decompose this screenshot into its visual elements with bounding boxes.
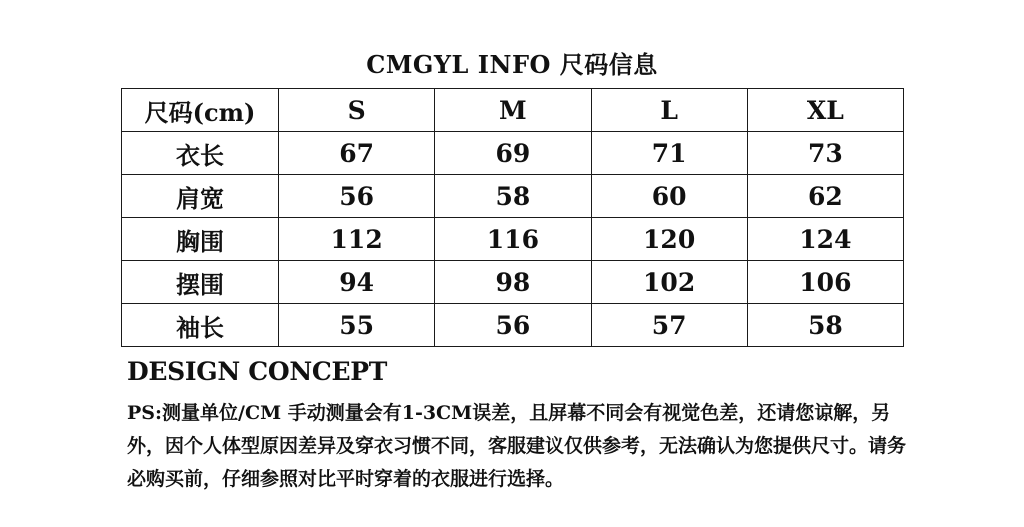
table-cell: 106 (747, 261, 903, 304)
table-cell: 73 (747, 132, 903, 175)
table-cell: 58 (747, 304, 903, 347)
table-cell: 94 (279, 261, 435, 304)
table-cell: 56 (279, 175, 435, 218)
size-chart-table (121, 88, 904, 347)
table-cell: 112 (279, 218, 435, 261)
table-cell: 124 (747, 218, 903, 261)
table-cell: 56 (435, 304, 591, 347)
table-row (122, 261, 904, 304)
header-cell-s: S (279, 89, 435, 132)
header-cell-size-unit: 尺码(cm) (122, 89, 279, 132)
row-label-length: 衣长 (122, 132, 279, 175)
table-cell: 98 (435, 261, 591, 304)
table-row (122, 304, 904, 347)
table-cell: 102 (591, 261, 747, 304)
table-cell: 62 (747, 175, 903, 218)
row-label-shoulder: 肩宽 (122, 175, 279, 218)
table-cell: 60 (591, 175, 747, 218)
table-cell: 69 (435, 132, 591, 175)
measurement-disclaimer: PS:测量单位/CM 手动测量会有1-3CM误差，且屏幕不同会有视觉色差，还请您谅解，另外，因个人体型原因差异及穿衣习惯不同，客服建议仅供参考，无法确认为您提供尺寸。请务必购买前，仔细参照对比平时穿着的衣服进行选择。 (127, 402, 907, 490)
row-label-sleeve: 袖长 (122, 304, 279, 347)
row-label-hem: 摆围 (122, 261, 279, 304)
table-cell: 71 (591, 132, 747, 175)
table-row (122, 218, 904, 261)
table-cell: 58 (435, 175, 591, 218)
header-cell-l: L (591, 89, 747, 132)
table-cell: 120 (591, 218, 747, 261)
table-row (122, 132, 904, 175)
page-title: CMGYL INFO 尺码信息 (366, 50, 658, 79)
header-cell-xl: XL (747, 89, 903, 132)
table-cell: 67 (279, 132, 435, 175)
table-header-row (122, 89, 904, 132)
header-cell-m: M (435, 89, 591, 132)
table-cell: 57 (591, 304, 747, 347)
table-cell: 55 (279, 304, 435, 347)
table-row (122, 175, 904, 218)
table-cell: 116 (435, 218, 591, 261)
design-concept-heading: DESIGN CONCEPT (127, 357, 388, 386)
row-label-chest: 胸围 (122, 218, 279, 261)
